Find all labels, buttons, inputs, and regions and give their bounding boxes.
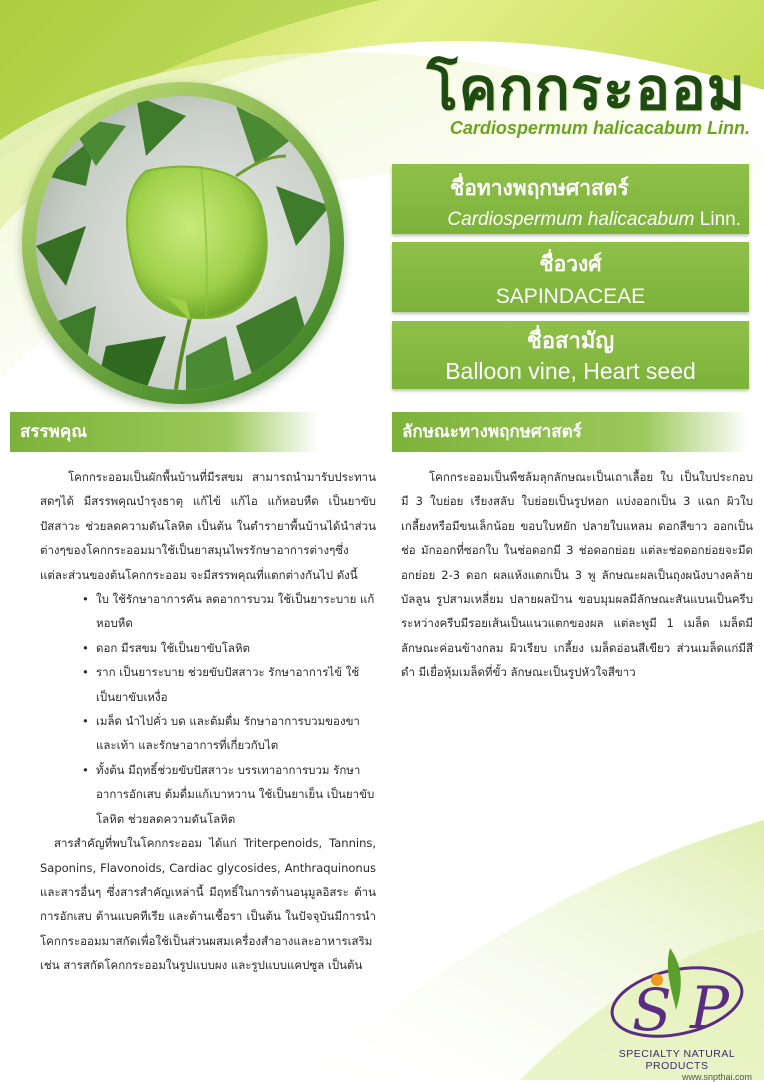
svg-text:S: S <box>632 976 672 1044</box>
family-name-label: ชื่อวงศ์ <box>539 252 602 276</box>
botanical-characteristics-heading: ลักษณะทางพฤกษศาสตร์ <box>392 412 749 452</box>
common-name-value: Balloon vine, Heart seed <box>445 358 696 384</box>
balloon-vine-photo <box>36 96 330 390</box>
snp-logo <box>592 940 762 1082</box>
list-item: • ใบ ใช้รักษาอาการคัน ลดอาการบวม ใช้เป็นยาระบาย แก้หอบหืด <box>84 587 376 636</box>
common-name-label: ชื่อสามัญ <box>526 329 615 354</box>
list-item: • ดอก มีรสขม ใช้เป็นยาขับโลหิต <box>84 636 376 660</box>
brand-name: SPECIALTY NATURAL PRODUCTS <box>618 1048 736 1072</box>
botanical-name-label: ชื่อทางพฤกษศาสตร์ <box>450 176 629 200</box>
properties-intro: โคกกระออมเป็นผักพื้นบ้านที่มีรสขม สามารถนำมารับประทานสดๆได้ มีสรรพคุณบำรุงธาตุ แก้ไข้ แก้ไอ แก้หอบหืด เป็นยาขับปัสสาวะ ช่วยลดความดันโลหิต เป็นต้น ในตำรายาพื้นบ้านได้นำส่วนต่างๆของโคกกระออมมาใช้เป็นยาสมุนไพรรักษาอาการต่างๆซึ่งแต่ละส่วนของต้นโคกกระออม จะมีสรรพคุณที่แตกต่างกันไป ดังนี้ <box>40 470 376 582</box>
botanical-author: Linn. <box>694 209 741 230</box>
scientific-name-subtitle: Cardiospermum halicacabum Linn. <box>449 118 750 138</box>
plant-photo-frame <box>22 82 344 404</box>
botanical-genus-species: Cardiospermum halicacabum <box>447 209 695 230</box>
website-link[interactable]: www.snpthai.com <box>681 1072 752 1082</box>
family-name-value: SAPINDACEAE <box>495 285 646 308</box>
properties-outro: สารสำคัญที่พบในโคกกระออม ได้แก่ Triterpenoids, Tannins, Saponins, Flavonoids, Cardiac glycosides, Anthraquinonus และสารอื่นๆ ซึ่งสารสำคัญเหล่านี้ มีฤทธิ์ในการต้านอนุมูลอิสระ ต้านการอักเสบ ต้านแบคทีเรีย และต้านเชื้อรา เป็นต้น ในปัจจุบันมีการนำโคกกระออมมาสกัดเพื่อใช้เป็นส่วนผสมเครื่องสำอางและอาหารเสริม เช่น สารสกัดโคกกระออมในรูปแบบผง และรูปแบบแคปซูล เป็นต้น <box>40 836 376 973</box>
page-title: โคกกระออม <box>426 55 746 123</box>
properties-heading: สรรพคุณ <box>10 412 318 452</box>
properties-text <box>40 465 376 978</box>
snp-logo-mark <box>602 940 752 1050</box>
svg-text:P: P <box>690 974 730 1042</box>
list-item: • ราก เป็นยาระบาย ช่วยขับปัสสาวะ รักษาอาการไข้ ใช้เป็นยาขับเหงื่อ <box>84 660 376 709</box>
botanical-name-value <box>392 209 749 231</box>
family-name-box <box>392 242 749 312</box>
characteristics-body: โคกกระออมเป็นพืชล้มลุกลักษณะเป็นเถาเลื้อย ใบ เป็นใบประกอบ มี 3 ใบย่อย เรียงสลับ ใบย่อยเป็นรูปหอก แบ่งออกเป็น 3 แฉก ผิวใบเกลี้ยงหรือมีขนเล็กน้อย ขอบใบหยัก ปลายใบแหลม ดอกสีขาว ออกเป็นช่อ มักออกที่ซอกใบ ในช่อดอกมี 3 ช่อดอกย่อย แต่ละช่อดอกย่อยจะมีดอกย่อย 2-3 ดอก ผลแห้งแตกเป็น 3 พู ลักษณะผลเป็นถุงผนังบางคล้ายบัลลูน รูปสามเหลี่ยม ปลายผลป้าน ขอบมุมผลมีลักษณะสันแบนเป็นครีบ ระหว่างครีบมีรอยเส้นเป็นแนวแตกของผล แต่ละพูมี 1 เมล็ด เมล็ดมีลักษณะค่อนข้างกลม ผิวเรียบ เกลี้ยง เมล็ดอ่อนสีเขียว ส่วนเมล็ดแก่มีสีดำ มีเยื่อหุ้มเมล็ดที่ขั้ว ลักษณะเป็นรูปหัวใจสีขาว <box>401 470 753 680</box>
botanical-name-box <box>392 164 749 234</box>
properties-list <box>40 587 376 831</box>
characteristics-text <box>401 465 753 685</box>
list-item: • เมล็ด นำไปคั่ว บด และต้มดื่ม รักษาอาการบวมของขาและเท้า และรักษาอาการที่เกี่ยวกับไต <box>84 709 376 758</box>
common-name-box <box>392 321 749 389</box>
balloon-vine-illustration <box>36 96 330 390</box>
list-item: • ทั้งต้น มีฤทธิ์ช่วยขับปัสสาวะ บรรเทาอาการบวม รักษาอาการอักเสบ ต้มดื่มแก้เบาหวาน ใช้เป็นยาเย็น เป็นยาขับโลหิต ช่วยลดความดันโลหิต <box>84 758 376 831</box>
